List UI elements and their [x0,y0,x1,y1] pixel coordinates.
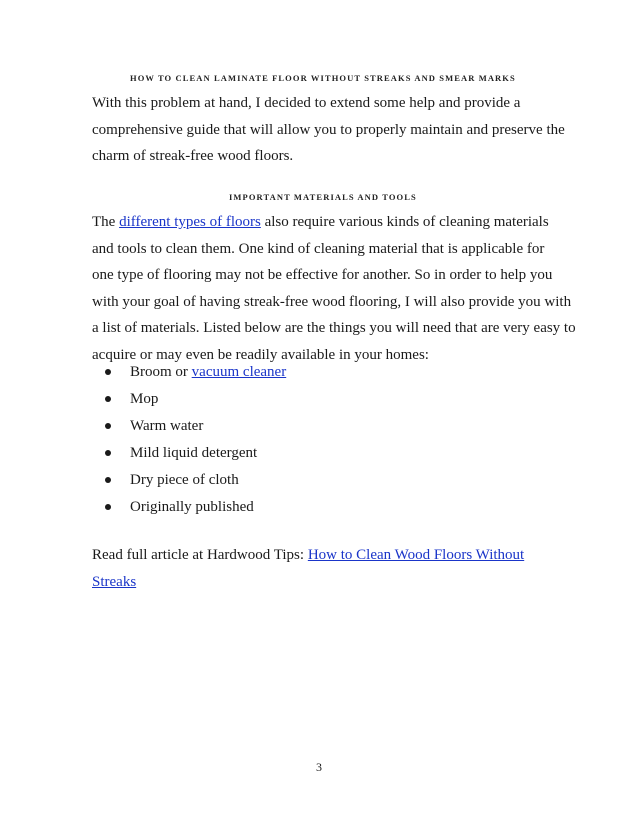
paragraph-line: one type of flooring may not be effective for another. So in order to help you [92,267,553,283]
materials-paragraph [92,209,576,368]
paragraph-line [92,209,562,236]
paragraph-line: and tools to clean them. One kind of cleaning material that is applicable for [92,240,545,257]
list-item-text: Dry piece of cloth [130,472,239,488]
list-item-text: Mop [130,391,159,407]
paragraph-line: comprehensive guide that will allow you to properly maintain and preserve the [92,121,565,138]
different-types-of-floors-link[interactable]: different types of floors [119,214,261,230]
vacuum-cleaner-link[interactable]: vacuum cleaner [191,364,287,380]
section-heading-materials: IMPORTANT MATERIALS AND TOOLS [229,192,417,202]
bullet-icon [105,450,111,456]
paragraph-line: With this problem at hand, I decided to extend some help and provide a [92,95,521,111]
list-item-text: Originally published [130,499,254,515]
line-text: also require various kinds of cleaning materials [260,214,549,230]
bullet-icon [105,369,111,375]
paragraph-line: a list of materials. Listed below are the things you will need that are very easy to [92,320,576,336]
paragraph-line [92,569,562,596]
list-item-text: Mild liquid detergent [130,445,258,461]
list-item [92,362,286,389]
bullet-icon [105,396,111,402]
paragraph-line: with your goal of having streak-free wood flooring, I will also provide you with [92,293,572,310]
list-item-text: Broom or [130,364,192,380]
bullet-icon [105,504,111,510]
bullet-icon [105,423,111,429]
list-item-text: Warm water [130,418,204,434]
paragraph-line: acquire or may even be readily available in your homes: [92,346,429,363]
page-number: 3 [316,760,322,774]
paragraph-line: charm of streak-free wood floors. [92,148,294,164]
line-text: The [92,214,120,230]
list-item [92,470,286,497]
list-item [92,389,286,416]
source-paragraph [92,542,562,595]
article-link[interactable]: How to Clean Wood Floors Without [307,547,525,563]
list-item [92,497,286,524]
paragraph-line [92,542,562,569]
list-item [92,416,286,443]
line-text: Read full article at Hardwood Tips: [92,547,308,563]
section-heading-cleaning: HOW TO CLEAN LAMINATE FLOOR WITHOUT STREAKS AND SMEAR MARKS [130,73,516,83]
bullet-icon [105,477,111,483]
materials-list [92,362,286,524]
list-item [92,443,286,470]
intro-paragraph [92,90,565,170]
article-link-continued[interactable]: Streaks [92,573,137,590]
